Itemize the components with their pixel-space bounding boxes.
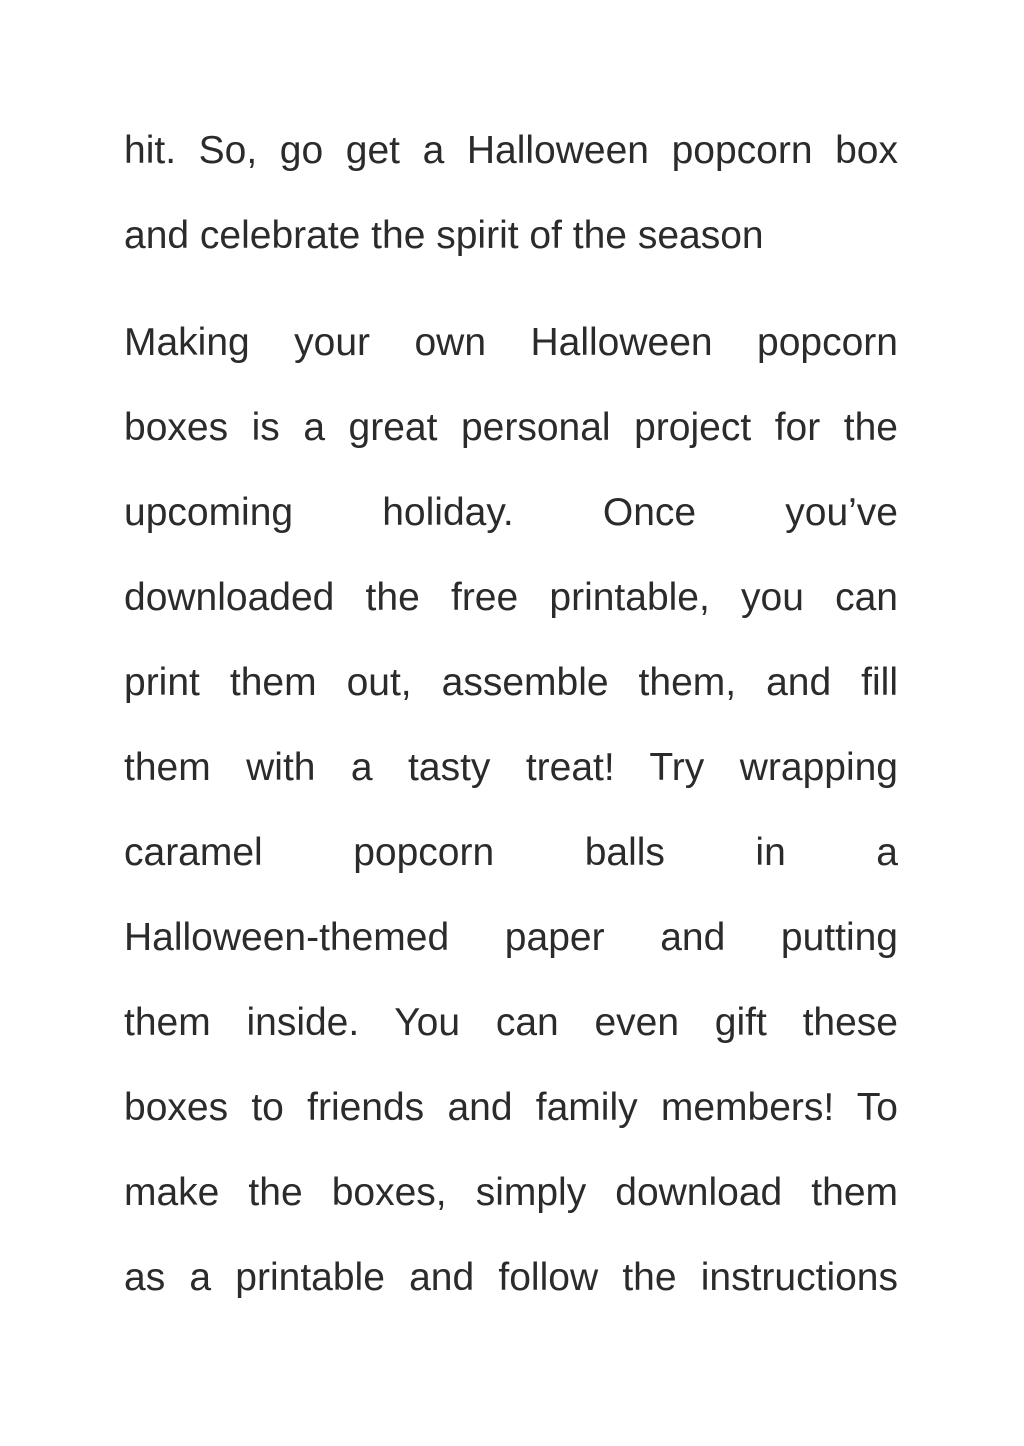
- text-line: them inside. You can even gift these: [124, 1001, 898, 1044]
- text-line: hit. So, go get a Halloween popcorn box: [124, 129, 898, 172]
- text-line: Making your own Halloween popcorn: [124, 321, 898, 364]
- text-line: boxes is a great personal project for the: [124, 406, 898, 449]
- text-line: caramel popcorn balls in a: [124, 831, 898, 874]
- paragraph-1: [124, 108, 898, 278]
- text-line: downloaded the free printable, you can: [124, 576, 898, 619]
- text-line: and celebrate the spirit of the season: [124, 214, 764, 257]
- text-line: boxes to friends and family members! To: [124, 1086, 898, 1129]
- text-line: print them out, assemble them, and fill: [124, 661, 898, 704]
- paragraph-2: [124, 300, 898, 1320]
- text-line: make the boxes, simply download them: [124, 1171, 898, 1214]
- text-line: them with a tasty treat! Try wrapping: [124, 746, 898, 789]
- text-line: Halloween-themed paper and putting: [124, 916, 898, 959]
- text-line: as a printable and follow the instructions: [124, 1256, 898, 1299]
- text-line: upcoming holiday. Once you’ve: [124, 491, 898, 534]
